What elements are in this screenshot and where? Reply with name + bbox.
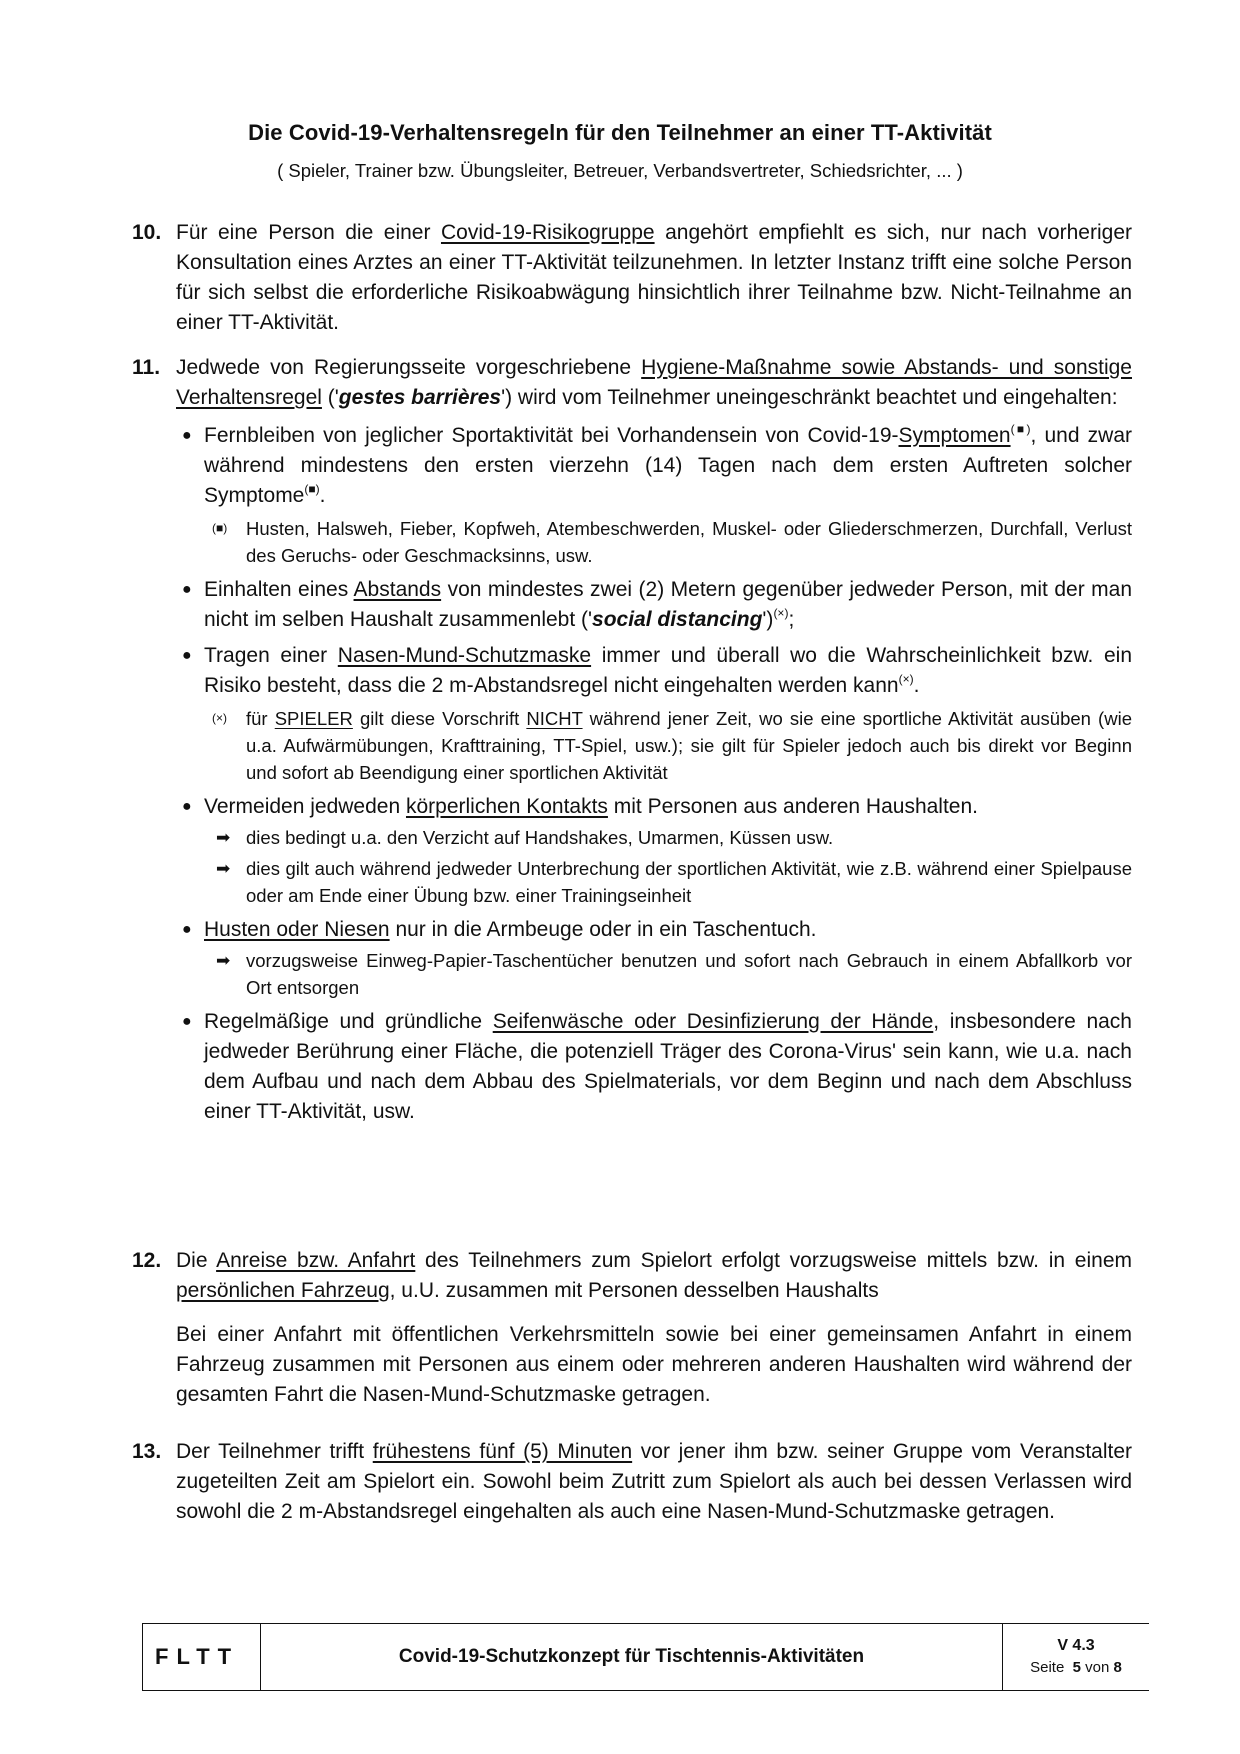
text: für (246, 708, 275, 729)
text: , u.U. zusammen mit Personen desselben Haushalts (389, 1279, 879, 1302)
text: des Teilnehmers zum Spielort erfolgt vorzugsweise mittels bzw. in einem (415, 1249, 1133, 1272)
footnote (204, 515, 1132, 569)
footnote-cross-icon: (×) (212, 711, 227, 725)
rule-number: 13. (132, 1440, 162, 1463)
bullet-item (176, 1007, 1132, 1127)
text: Fernbleiben von jeglicher Sportaktivität bei Vorhandensein von Covid-19- (204, 424, 899, 447)
version-label: V 4.3 (1057, 1637, 1095, 1654)
footnote-text: Husten, Halsweh, Fieber, Kopfweh, Atembeschwerden, Muskel- oder Gliederschmerzen, Durchfall, Verlust des Geruchs- oder Geschmacksinns, usw. (246, 518, 1132, 566)
text: , und zwar während mindestens den ersten vierzehn (14) Tagen nach dem ersten Auftreten solcher Symptome (204, 424, 1132, 507)
page-footer (142, 1623, 1149, 1691)
arrow-right-icon: ➡ (216, 951, 231, 970)
bullet-item (176, 915, 1132, 1001)
text: mit Personen aus anderen Haushalten. (607, 795, 979, 818)
rule-11 (132, 353, 1132, 1133)
underlined-term: Symptomen (898, 424, 1011, 447)
rule-13 (132, 1437, 1132, 1527)
bullet-item (176, 641, 1132, 786)
bullet-icon: ● (182, 1013, 192, 1030)
underlined-term: Nasen-Mund-Schutzmaske (337, 644, 592, 667)
rule-paragraph: Bei einer Anfahrt mit öffentlichen Verkehrsmitteln sowie bei einer gemeinsamen Anfahrt in einem Fahrzeug zusammen mit Personen aus einem oder mehreren anderen Haushalten wird während der gesamten Fahrt die Nasen-Mund-Schutzmaske getragen. (176, 1323, 1132, 1406)
footer-doc-title: Covid-19-Schutzkonzept für Tischtennis-Aktivitäten (261, 1624, 1003, 1690)
text: nur in die Armbeuge oder in ein Taschentuch. (389, 918, 817, 941)
footnote-cross-marker: (×) (773, 606, 789, 620)
underlined-term: persönlichen Fahrzeug (176, 1279, 390, 1302)
text: ') wird vom Teilnehmer uneingeschränkt beachtet und eingehalten: (501, 386, 1118, 409)
text: von mindestes zwei (2) Metern gegenüber jedweder Person, mit der man nicht im selben Haushalt zusammenlebt (' (204, 578, 1132, 631)
text: während jener Zeit, wo sie eine sportliche Aktivität ausüben (wie u.a. Aufwärmübungen, Krafttraining, TT-Spiel, usw.); sie gilt für Spieler jedoch auch bis direkt vor Beginn und sofort ab Beendigung einer sportlichen Aktivität (246, 708, 1132, 783)
text: gilt diese Vorschrift (352, 708, 527, 729)
bullet-icon: ● (182, 427, 192, 444)
rule-body (176, 1437, 1132, 1527)
page-title: Die Covid-19-Verhaltensregeln für den Teilnehmer an einer TT-Aktivität (248, 120, 992, 145)
text: immer und überall wo die Wahrscheinlichkeit bzw. ein Risiko besteht, dass die 2 m-Abstandsregel nicht eingehalten werden kann (204, 644, 1133, 697)
footer-org: FLTT (143, 1624, 261, 1690)
text: Regelmäßige und gründliche (204, 1010, 493, 1033)
bullet-icon: ● (182, 581, 192, 598)
text: Vermeiden jedweden (204, 795, 406, 818)
underlined-term: Covid-19-Risikogruppe (440, 221, 655, 244)
text: Die (176, 1249, 217, 1272)
underlined-term: Anreise bzw. Anfahrt (216, 1249, 416, 1272)
emphasis: social distancing (592, 608, 763, 631)
sub-point-text: dies bedingt u.a. den Verzicht auf Handshakes, Umarmen, Küssen usw. (246, 827, 834, 848)
text: Der Teilnehmer trifft (176, 1440, 373, 1463)
page-indicator (1030, 1657, 1122, 1679)
sub-point (204, 947, 1132, 1001)
footer-version-page (1003, 1624, 1149, 1690)
rule-10 (132, 218, 1132, 338)
text: angehört empfiehlt es sich, nur nach vorheriger Konsultation eines Arztes an einer TT-Aktivität teilzunehmen. In letzter Instanz trifft eine solche Person für sich selbst die erforderliche Risikoabwägung hinsichtlich ihrer Teilnahme bzw. Nicht-Teilnahme an einer TT-Aktivität. (176, 221, 1132, 334)
underlined-term: frühestens fünf (5) Minuten (372, 1440, 633, 1463)
bullet-item (176, 575, 1132, 635)
sub-point (204, 855, 1132, 909)
underlined-term: SPIELER (274, 708, 353, 729)
rule-paragraph (176, 1246, 1132, 1306)
footnote (204, 705, 1132, 786)
sub-point-text: dies gilt auch während jedweder Unterbrechung der sportlichen Aktivität, wie z.B. während einer Spielpause oder am Ende einer Übung bzw. einer Trainingseinheit (246, 858, 1132, 906)
arrow-right-icon: ➡ (216, 828, 231, 847)
footnote-cross-marker: (×) (898, 672, 914, 686)
footnote-square-marker: (■) (1010, 422, 1031, 436)
rule-paragraph (176, 353, 1132, 413)
emphasis: gestes barrières (338, 386, 502, 409)
text: Einhalten eines (204, 578, 354, 601)
page-total: 8 (1113, 1659, 1122, 1676)
underlined-term: NICHT (526, 708, 583, 729)
arrow-right-icon: ➡ (216, 859, 231, 878)
underlined-term: Husten oder Niesen (204, 918, 390, 941)
text: vor jener ihm bzw. seiner Gruppe vom Veranstalter zugeteilten Zeit am Spielort ein. Sowohl beim Zutritt zum Spielort als auch bei dessen Verlassen wird sowohl die 2 m-Abstandsregel eingehalten als auch eine Nasen-Mund-Schutzmaske getragen. (176, 1440, 1133, 1523)
text: Jedwede von Regierungsseite vorgeschriebene (176, 356, 642, 379)
footnote-square-icon: (■) (212, 521, 228, 535)
text: ') (762, 608, 774, 631)
text: (' (321, 386, 339, 409)
bullet-item (176, 792, 1132, 909)
bullet-item (176, 421, 1132, 569)
rule-body (176, 218, 1132, 338)
rule-body (176, 1246, 1132, 1410)
sub-point (204, 824, 1132, 851)
rule-number: 12. (132, 1249, 162, 1272)
text: Tragen einer (204, 644, 338, 667)
rule-12 (132, 1246, 1132, 1410)
text: . (913, 674, 920, 697)
text: Für eine Person die einer (176, 221, 441, 244)
underlined-term: Seifenwäsche oder Desinfizierung der Hände (492, 1010, 934, 1033)
text: . (319, 484, 326, 507)
text: von (1085, 1659, 1110, 1676)
rule-bullet-list (176, 421, 1132, 1127)
underlined-term: körperlichen Kontakts (405, 795, 608, 818)
rule-number: 11. (132, 356, 161, 379)
bullet-icon: ● (182, 798, 192, 815)
page-current: 5 (1072, 1659, 1081, 1676)
sub-point-text: vorzugsweise Einweg-Papier-Taschentücher benutzen und sofort nach Gebrauch in einem Abfallkorb vor Ort entsorgen (246, 950, 1132, 998)
footnote-square-marker: (■) (304, 482, 320, 496)
text: Seite (1030, 1659, 1065, 1676)
rule-body (176, 353, 1132, 1127)
underlined-term: Hygiene-Maßnahme sowie Abstands- und sonstige Verhaltensregel (176, 356, 1132, 409)
page-subtitle: ( Spieler, Trainer bzw. Übungsleiter, Betreuer, Verbandsvertreter, Schiedsrichter, ... ) (277, 160, 963, 181)
bullet-icon: ● (182, 647, 192, 664)
text: ; (788, 608, 795, 631)
underlined-term: Abstands (353, 578, 442, 601)
rule-number: 10. (132, 221, 162, 244)
rule-paragraph (176, 1437, 1132, 1527)
bullet-icon: ● (182, 921, 192, 938)
text: , insbesondere nach jedweder Berührung einer Fläche, die potenziell Träger des Corona-Virus' sein kann, wie u.a. nach dem Aufbau und nach dem Abbau des Spielmaterials, vor dem Beginn und nach dem Abschluss einer TT-Aktivität, usw. (204, 1010, 1132, 1123)
rule-paragraph (176, 218, 1132, 338)
